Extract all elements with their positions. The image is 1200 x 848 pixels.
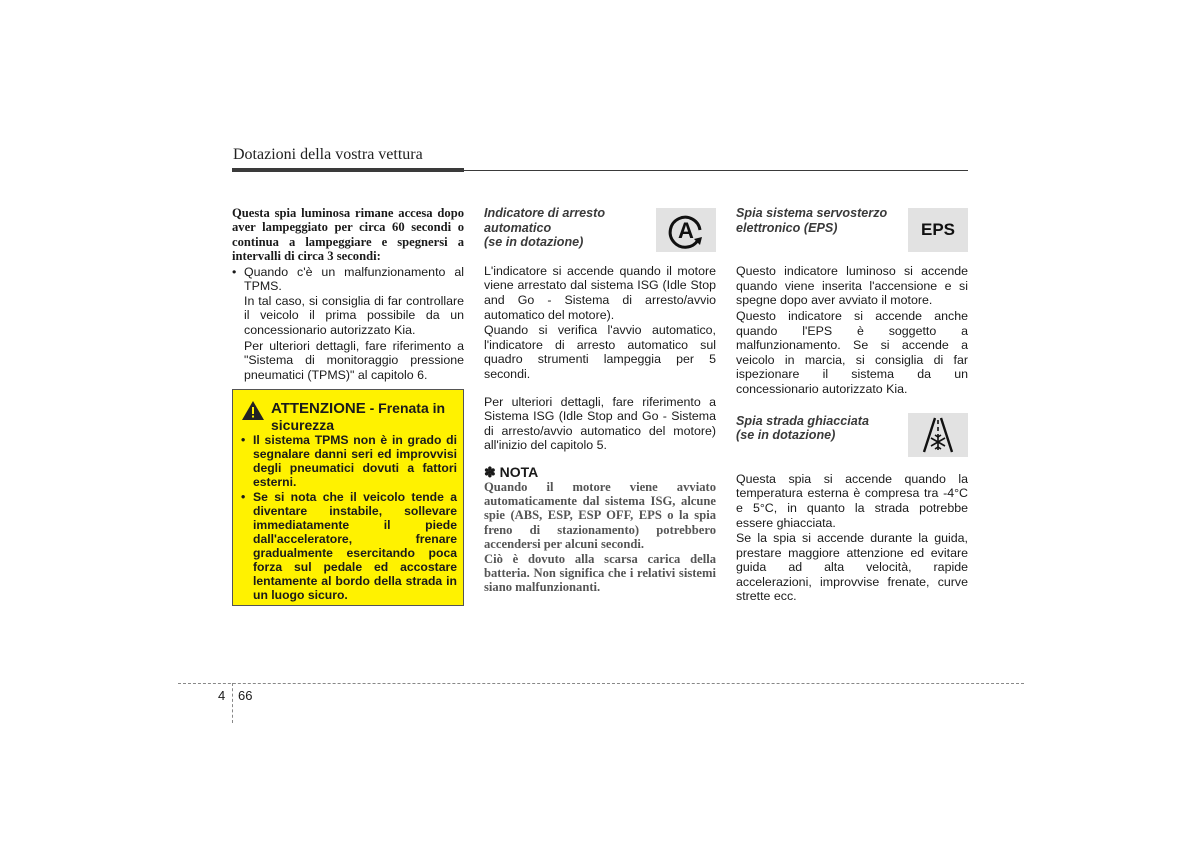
auto-stop-heading-line: Indicatore di arresto [484,206,606,220]
nota-title: ✽ NOTA [484,463,539,480]
icy-road-heading-line: Spia strada ghiacciata [736,413,869,428]
warning-triangle-icon [241,400,265,421]
auto-stop-heading [484,206,644,250]
auto-stop-para-2: Quando si verifica l'avvio automatico, l'indicatore di arresto automatico sul quadro strumenti lampeggia per 5 secondi. [484,323,716,381]
page-header-title: Dotazioni della vostra vettura [233,146,423,163]
auto-stop-heading-line: (se in dotazione) [484,235,584,250]
icy-road-heading-line: (se in dotazione) [736,428,836,443]
tpms-para-1: In tal caso, si consiglia di far controllare il veicolo il prima possibile da un concessionario autorizzato Kia. [244,293,464,337]
warning-item-text: Il sistema TPMS non è in grado di segnalare danni seri ed improvvisi degli pneumatici dovuti a fattori esterni. [253,433,457,489]
eps-heading [736,206,906,235]
tpms-intro: Questa spia luminosa rimane accesa dopo aver lampeggiato per circa 60 secondi o continua a lampeggiare e spegnersi a intervalli di circa 3 secondi: [232,206,464,264]
icy-road-para-1: Questa spia si accende quando la temperatura esterna è compresa tra -4°C e 5°C, in quanto la strada potrebbe essere ghiacciata. [736,471,968,530]
bullet-dot: • [241,433,246,447]
nota-para-1: Quando il motore viene avviato automaticamente dal sistema ISG, alcune spie (ABS, ESP, ESP OFF, EPS o la spia freno di stazionamento) potrebbero accendersi per alcuni secondi. [484,479,716,552]
icy-road-heading [736,414,906,443]
bullet-dot: • [232,264,237,279]
warning-title [271,400,457,433]
warning-title-sub: - Frenata in sicurezza [271,400,446,433]
warning-item-text: Se si nota che il veicolo tende a diventare instabile, sollevare immediatamente il piede dall'acceleratore, frenare gradualmente esercitando poca forza sul pedale ed accostare lentamente al bordo della strada in un luogo sicuro. [253,490,457,602]
icy-road-icon-box [908,413,968,457]
auto-stop-para-1: L'indicatore si accende quando il motore viene arrestato dal sistema ISG (Idle Stop and Go - Sistema di arresto/avvio automatico del motore). [484,263,716,322]
footer-vertical-dashed-rule [232,683,233,723]
warning-list [241,432,457,602]
footer-dashed-rule [178,683,1024,684]
column-left [232,206,464,382]
nota-para-2: Ciò è dovuto alla scarsa carica della batteria. Non significa che i relativi sistemi siano malfunzionanti. [484,551,716,595]
eps-heading-line: Spia sistema servosterzo [736,206,888,220]
eps-indicator-label: EPS [920,220,956,239]
tpms-bullet-text: Quando c'è un malfunzionamento al TPMS. [244,264,464,294]
svg-text:A: A [678,218,694,243]
column-right [736,206,968,604]
eps-heading-line: elettronico (EPS) [736,220,838,235]
bullet-dot: • [241,490,246,504]
eps-para-1: Questo indicatore luminoso si accende quando viene inserita l'accensione e si spegne dopo aver avviato il motore. [736,264,968,308]
warning-item [241,433,457,489]
warning-item [241,490,457,602]
header-rule-thick [232,168,464,172]
page-number: 66 [238,688,253,703]
header-rule-thin [464,170,968,171]
auto-stop-heading-line: automatico [484,220,552,235]
icy-road-icon [916,416,960,454]
auto-stop-icon-box [656,208,716,252]
icy-road-para-2: Se la spia si accende durante la guida, prestare maggiore attenzione ed evitare guida ad alta velocità, rapide accelerazioni, improvvise frenate, curve strette ecc. [736,531,968,604]
column-middle [484,206,716,595]
tpms-para-2: Per ulteriori dettagli, fare riferimento a "Sistema di monitoraggio pressione pneumatici (TPMS)" al capitolo 6. [244,338,464,382]
warning-title-main: ATTENZIONE [271,400,366,417]
tpms-bullet [232,265,464,294]
eps-icon-box [908,208,968,252]
auto-stop-para-3: Per ulteriori dettagli, fare riferimento a Sistema ISG (Idle Stop and Go - Sistema di arresto/avvio automatico del motore) all'inizio del capitolo 5. [484,394,716,453]
eps-para-2: Questo indicatore si accende anche quando l'EPS è soggetto a malfunzionamento. Se si accende a veicolo in marcia, si consiglia di far ispezionare il sistema da un concessionario autorizzato Kia. [736,308,968,396]
chapter-number: 4 [218,688,226,703]
warning-box [232,389,464,606]
auto-stop-a-icon [662,210,710,250]
